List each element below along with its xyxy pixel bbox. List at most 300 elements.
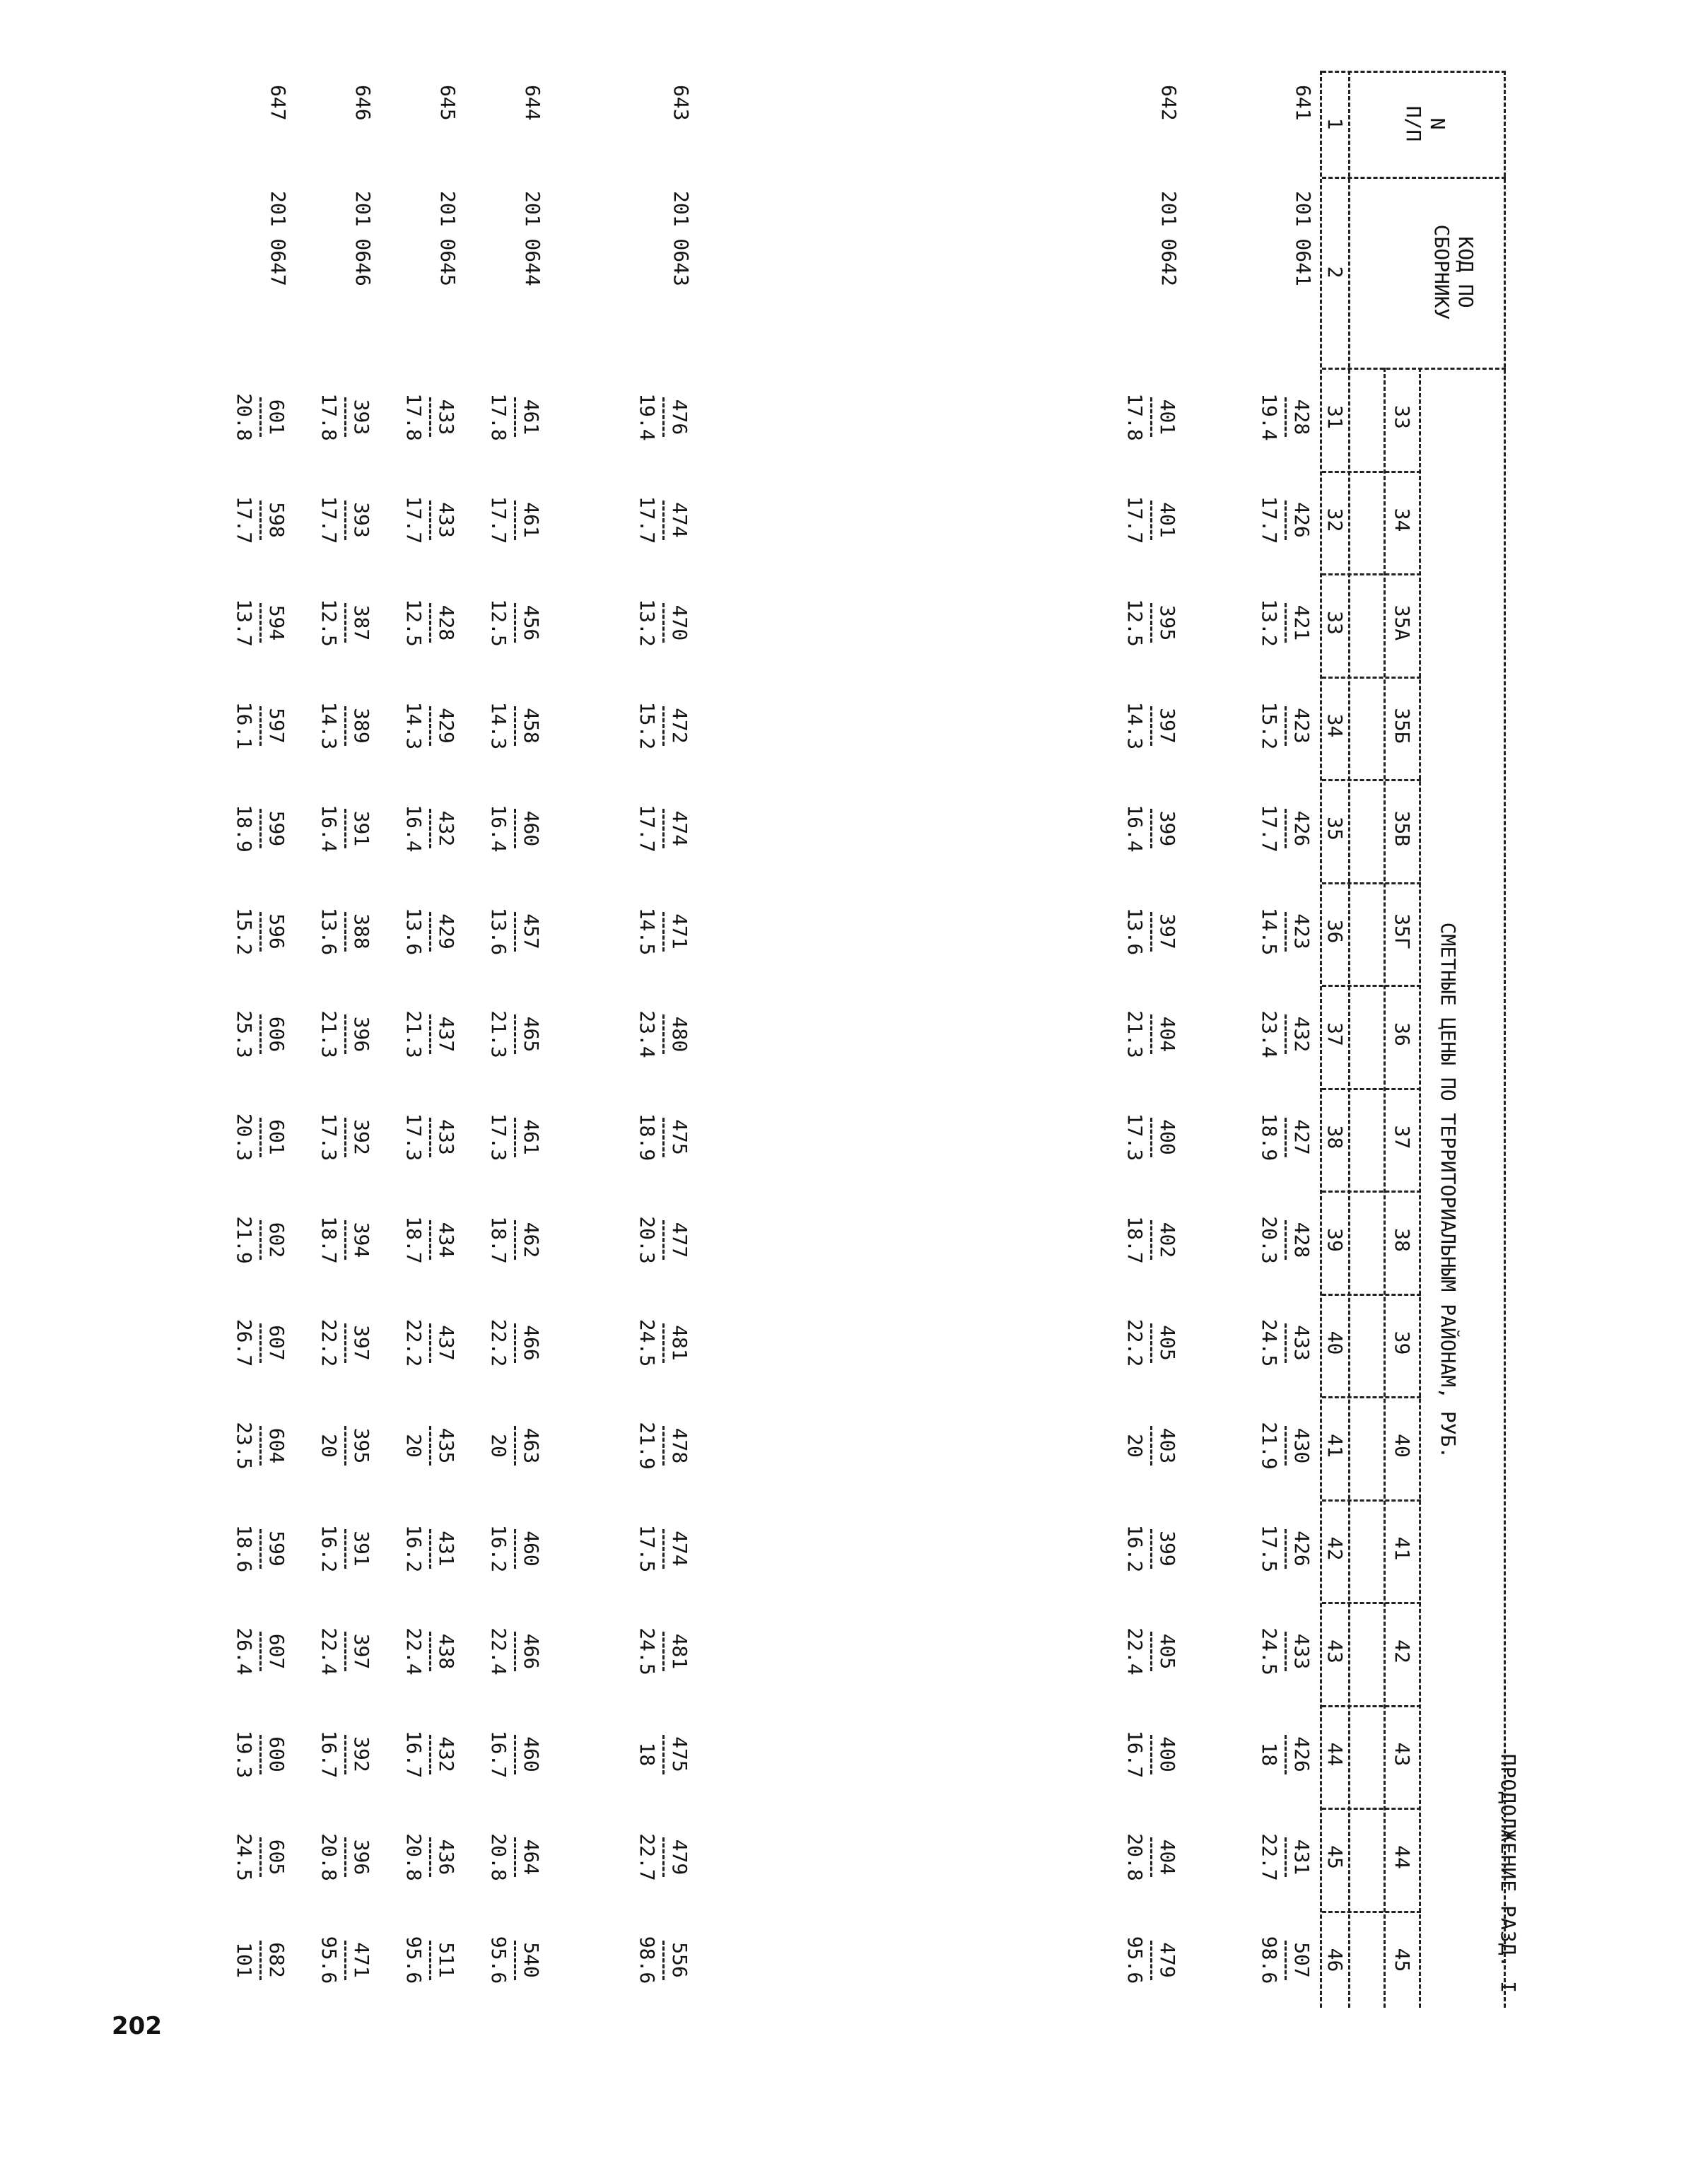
price-subvalue: 17.7 [1258,805,1281,853]
price-subvalue: 16.4 [317,805,341,853]
header-district-5: 35В [1391,810,1414,847]
fraction-bar [429,1118,431,1157]
fraction-bar [259,1220,262,1260]
district-colrule [1322,1088,1421,1090]
price-subvalue: 17.3 [317,1113,341,1162]
fraction-bar [1285,1220,1287,1260]
header-colnum-1: 1 [1323,117,1347,130]
price-value: 426 [1290,1531,1314,1567]
price-value: 471 [668,913,691,949]
fraction-bar [344,1426,346,1466]
price-value: 481 [668,1633,691,1670]
fraction-bar [344,1118,346,1157]
price-subvalue: 20.8 [402,1833,426,1881]
price-value: 604 [265,1427,288,1464]
fraction-bar [259,912,262,952]
district-colrule [1322,779,1421,781]
price-value: 397 [350,1325,373,1361]
price-value: 429 [435,708,458,744]
price-subvalue: 19.4 [1258,393,1281,441]
price-subvalue: 17.7 [636,496,659,544]
price-subvalue: 17.3 [1123,1113,1147,1162]
fraction-bar [1285,1426,1287,1466]
fraction-bar [662,706,665,746]
fraction-bar [259,706,262,746]
price-value: 600 [265,1736,288,1772]
row-code: 201 0641 [1292,191,1315,286]
price-subvalue: 15.2 [1258,701,1281,750]
fraction-bar [1150,809,1152,848]
price-value: 461 [520,502,543,538]
price-subvalue: 17.5 [636,1524,659,1573]
price-subvalue: 22.2 [487,1318,510,1367]
fraction-bar [429,501,431,540]
rotated-table-page [134,71,1520,2008]
price-subvalue: 101 [233,1942,256,1978]
price-value: 428 [1290,399,1314,435]
price-subvalue: 21.9 [1258,1422,1281,1470]
price-subvalue: 18 [636,1742,659,1767]
fraction-bar [1285,1323,1287,1363]
fraction-bar [259,809,262,848]
row-code: 201 0643 [669,191,693,286]
fraction-bar [344,706,346,746]
price-value: 389 [350,708,373,744]
fraction-bar [514,501,516,540]
price-value: 400 [1156,1736,1179,1772]
header-colnum-6: 34 [1323,713,1347,738]
header-colnum-17: 45 [1323,1845,1347,1869]
price-value: 481 [668,1325,691,1361]
district-colrule [1322,1911,1421,1913]
price-value: 393 [350,502,373,538]
header-colnum-16: 44 [1323,1742,1347,1767]
fraction-bar [514,1529,516,1569]
header-colnum-15: 43 [1323,1639,1347,1663]
price-subvalue: 13.6 [317,907,341,956]
fraction-bar [429,1632,431,1671]
header-district-15: 44 [1391,1845,1414,1869]
price-subvalue: 22.2 [317,1318,341,1367]
price-value: 393 [350,399,373,435]
price-value: 394 [350,1222,373,1258]
price-subvalue: 16.7 [487,1730,510,1779]
price-value: 479 [1156,1942,1179,1978]
fraction-bar [1285,1014,1287,1054]
fraction-bar [429,1529,431,1569]
price-value: 599 [265,1531,288,1567]
fraction-bar [344,1220,346,1260]
fraction-bar [1150,706,1152,746]
price-value: 437 [435,1016,458,1053]
price-subvalue: 14.5 [1258,907,1281,956]
price-subvalue: 16.2 [317,1524,341,1573]
price-value: 475 [668,1119,691,1155]
header-district-14: 43 [1391,1742,1414,1767]
fraction-bar [514,706,516,746]
fraction-bar [259,1323,262,1363]
price-value: 402 [1156,1222,1179,1258]
fraction-bar [514,603,516,643]
price-subvalue: 13.6 [1123,907,1147,956]
price-subvalue: 12.5 [1123,599,1147,647]
header-district-6: 35Г [1391,913,1414,949]
district-colrule [1322,1602,1421,1604]
district-colrule [1322,573,1421,575]
price-subvalue: 17.3 [402,1113,426,1162]
price-subvalue: 17.8 [487,393,510,441]
price-value: 474 [668,1531,691,1567]
price-subvalue: 22.4 [487,1627,510,1675]
fraction-bar [662,1426,665,1466]
price-subvalue: 22.7 [636,1833,659,1881]
price-subvalue: 14.3 [487,701,510,750]
row-np: 641 [1292,85,1315,121]
fraction-bar [1285,912,1287,952]
row-code: 201 0642 [1157,191,1181,286]
price-subvalue: 22.4 [402,1627,426,1675]
price-value: 479 [668,1839,691,1876]
fraction-bar [514,1632,516,1671]
fraction-bar [344,1632,346,1671]
price-subvalue: 22.2 [1123,1318,1147,1367]
price-subvalue: 16.1 [233,701,256,750]
price-value: 594 [265,604,288,641]
table-colrule-2 [1322,368,1506,370]
fraction-bar [344,501,346,540]
fraction-bar [429,1735,431,1774]
price-value: 462 [520,1222,543,1258]
fraction-bar [259,1118,262,1157]
fraction-bar [259,603,262,643]
header-colnum-9: 37 [1323,1022,1347,1046]
fraction-bar [1150,397,1152,437]
district-colrule [1322,882,1421,884]
fraction-bar [429,1837,431,1877]
price-value: 466 [520,1633,543,1670]
row-np: 643 [669,85,693,121]
price-value: 395 [350,1427,373,1464]
fraction-bar [514,809,516,848]
fraction-bar [1285,706,1287,746]
district-colrule [1322,1191,1421,1193]
price-value: 404 [1156,1016,1179,1053]
page-number: 202 [112,2012,162,2040]
price-value: 464 [520,1839,543,1876]
price-subvalue: 19.4 [636,393,659,441]
header-colnum-4: 32 [1323,508,1347,532]
fraction-bar [1150,1118,1152,1157]
price-subvalue: 17.7 [233,496,256,544]
price-subvalue: 20 [1123,1434,1147,1458]
fraction-bar [429,1014,431,1054]
table-rule-1 [1419,368,1421,2008]
fraction-bar [429,706,431,746]
price-subvalue: 24.5 [233,1833,256,1881]
fraction-bar [259,1529,262,1569]
price-subvalue: 17.3 [487,1113,510,1162]
header-group-title: СМЕТНЫЕ ЦЕНЫ ПО ТЕРРИТОРИАЛЬНЫМ РАЙОНАМ, РУБ. [1437,922,1460,1459]
fraction-bar [259,1632,262,1671]
header-district-11: 40 [1391,1434,1414,1458]
price-subvalue: 20.3 [1258,1216,1281,1264]
price-value: 397 [1156,708,1179,744]
fraction-bar [429,1426,431,1466]
fraction-bar [1285,603,1287,643]
price-subvalue: 14.3 [1123,701,1147,750]
price-subvalue: 20 [487,1434,510,1458]
price-subvalue: 19.3 [233,1730,256,1779]
price-value: 392 [350,1119,373,1155]
fraction-bar [344,809,346,848]
price-subvalue: 20 [317,1434,341,1458]
price-value: 433 [435,399,458,435]
price-value: 601 [265,399,288,435]
price-value: 405 [1156,1633,1179,1670]
fraction-bar [662,1323,665,1363]
price-value: 470 [668,604,691,641]
fraction-bar [259,1837,262,1877]
fraction-bar [429,1323,431,1363]
price-subvalue: 20.8 [317,1833,341,1881]
header-district-9: 38 [1391,1228,1414,1252]
district-colrule [1322,471,1421,473]
price-value: 399 [1156,810,1179,847]
price-value: 391 [350,1531,373,1567]
fraction-bar [344,1941,346,1980]
row-code: 201 0646 [351,191,375,286]
fraction-bar [1150,1632,1152,1671]
price-value: 477 [668,1222,691,1258]
price-value: 401 [1156,502,1179,538]
price-subvalue: 15.2 [233,907,256,956]
district-colrule [1322,1294,1421,1296]
price-subvalue: 17.8 [1123,393,1147,441]
price-value: 404 [1156,1839,1179,1876]
price-subvalue: 95.6 [487,1936,510,1984]
price-value: 426 [1290,1736,1314,1772]
fraction-bar [1285,1529,1287,1569]
price-value: 432 [1290,1016,1314,1053]
price-value: 438 [435,1633,458,1670]
table-colrule-1 [1322,177,1506,179]
price-value: 511 [435,1942,458,1978]
price-subvalue: 18.7 [487,1216,510,1264]
price-subvalue: 17.7 [487,496,510,544]
fraction-bar [1285,1837,1287,1877]
price-value: 606 [265,1016,288,1053]
header-colnum-2: 2 [1323,266,1347,279]
fraction-bar [259,1014,262,1054]
price-value: 431 [435,1531,458,1567]
header-colnum-13: 41 [1323,1434,1347,1458]
price-subvalue: 14.3 [402,701,426,750]
fraction-bar [1150,912,1152,952]
row-np: 642 [1157,85,1181,121]
fraction-bar [1150,1735,1152,1774]
price-value: 397 [1156,913,1179,949]
price-subvalue: 13.7 [233,599,256,647]
price-value: 507 [1290,1942,1314,1978]
price-value: 607 [265,1325,288,1361]
fraction-bar [1285,809,1287,848]
price-value: 388 [350,913,373,949]
price-value: 391 [350,810,373,847]
fraction-bar [344,1735,346,1774]
price-value: 392 [350,1736,373,1772]
fraction-bar [1150,1323,1152,1363]
price-subvalue: 17.7 [402,496,426,544]
price-value: 598 [265,502,288,538]
price-subvalue: 18.7 [1123,1216,1147,1264]
district-colrule [1322,677,1421,679]
header-district-10: 39 [1391,1330,1414,1355]
header-colnum-14: 42 [1323,1536,1347,1561]
fraction-bar [662,1220,665,1260]
table-rule-2 [1384,368,1386,2008]
price-value: 433 [1290,1633,1314,1670]
price-subvalue: 17.8 [317,393,341,441]
price-subvalue: 16.4 [487,805,510,853]
header-colnum-11: 39 [1323,1228,1347,1252]
price-value: 436 [435,1839,458,1876]
price-value: 434 [435,1222,458,1258]
row-np: 645 [436,85,460,121]
price-subvalue: 16.2 [487,1524,510,1573]
price-subvalue: 17.8 [402,393,426,441]
price-subvalue: 20 [402,1434,426,1458]
price-subvalue: 18.7 [317,1216,341,1264]
price-value: 475 [668,1736,691,1772]
price-subvalue: 16.4 [402,805,426,853]
price-value: 472 [668,708,691,744]
price-subvalue: 18.6 [233,1524,256,1573]
fraction-bar [662,397,665,437]
fraction-bar [662,1837,665,1877]
price-subvalue: 20.3 [233,1113,256,1162]
price-subvalue: 26.4 [233,1627,256,1675]
price-value: 430 [1290,1427,1314,1464]
price-value: 458 [520,708,543,744]
fraction-bar [1285,1118,1287,1157]
price-subvalue: 14.3 [317,701,341,750]
header-colnum-10: 38 [1323,1125,1347,1150]
fraction-bar [514,1323,516,1363]
price-subvalue: 20.8 [487,1833,510,1881]
price-subvalue: 21.9 [636,1422,659,1470]
price-value: 596 [265,913,288,949]
price-value: 423 [1290,913,1314,949]
price-value: 426 [1290,502,1314,538]
district-colrule [1322,1499,1421,1502]
price-value: 396 [350,1016,373,1053]
price-value: 599 [265,810,288,847]
price-value: 476 [668,399,691,435]
header-district-4: 35Б [1391,708,1414,744]
price-subvalue: 95.6 [317,1936,341,1984]
fraction-bar [344,912,346,952]
fraction-bar [662,1632,665,1671]
header-colnum-7: 35 [1323,817,1347,841]
fraction-bar [259,1735,262,1774]
district-colrule [1322,1705,1421,1707]
price-value: 474 [668,810,691,847]
price-subvalue: 16.7 [317,1730,341,1779]
price-subvalue: 17.7 [1123,496,1147,544]
fraction-bar [1150,603,1152,643]
price-value: 682 [265,1942,288,1978]
price-subvalue: 95.6 [1123,1936,1147,1984]
price-subvalue: 21.9 [233,1216,256,1264]
price-value: 432 [435,810,458,847]
price-value: 399 [1156,1531,1179,1567]
price-subvalue: 13.6 [487,907,510,956]
fraction-bar [662,1941,665,1980]
price-subvalue: 26.7 [233,1318,256,1367]
price-value: 396 [350,1839,373,1876]
fraction-bar [662,501,665,540]
header-district-1: 33 [1391,405,1414,429]
price-value: 460 [520,1736,543,1772]
fraction-bar [514,1941,516,1980]
fraction-bar [514,1118,516,1157]
price-value: 474 [668,502,691,538]
price-value: 601 [265,1119,288,1155]
fraction-bar [662,1735,665,1774]
header-district-3: 35А [1391,604,1414,641]
fraction-bar [514,1426,516,1466]
price-value: 401 [1156,399,1179,435]
price-subvalue: 24.5 [636,1627,659,1675]
price-subvalue: 18.7 [402,1216,426,1264]
price-value: 400 [1156,1119,1179,1155]
price-subvalue: 14.5 [636,907,659,956]
price-value: 461 [520,1119,543,1155]
row-code: 201 0644 [521,191,544,286]
price-value: 597 [265,708,288,744]
price-subvalue: 17.7 [317,496,341,544]
price-subvalue: 12.5 [487,599,510,647]
price-subvalue: 98.6 [1258,1936,1281,1984]
price-value: 405 [1156,1325,1179,1361]
fraction-bar [344,1529,346,1569]
price-value: 429 [435,913,458,949]
price-subvalue: 17.7 [1258,496,1281,544]
price-value: 433 [435,502,458,538]
fraction-bar [1150,1014,1152,1054]
price-subvalue: 13.6 [402,907,426,956]
fraction-bar [1150,1837,1152,1877]
header-district-7: 36 [1391,1022,1414,1046]
price-subvalue: 21.3 [402,1010,426,1058]
price-value: 607 [265,1633,288,1670]
fraction-bar [429,603,431,643]
header-np: N П/П [1402,105,1449,142]
fraction-bar [344,1323,346,1363]
price-subvalue: 23.4 [1258,1010,1281,1058]
price-value: 403 [1156,1427,1179,1464]
fraction-bar [514,1837,516,1877]
fraction-bar [1285,397,1287,437]
price-subvalue: 13.2 [1258,599,1281,647]
price-value: 431 [1290,1839,1314,1876]
price-value: 460 [520,810,543,847]
price-subvalue: 21.3 [317,1010,341,1058]
price-subvalue: 24.5 [1258,1627,1281,1675]
price-subvalue: 13.2 [636,599,659,647]
fraction-bar [344,1014,346,1054]
fraction-bar [1285,1632,1287,1671]
